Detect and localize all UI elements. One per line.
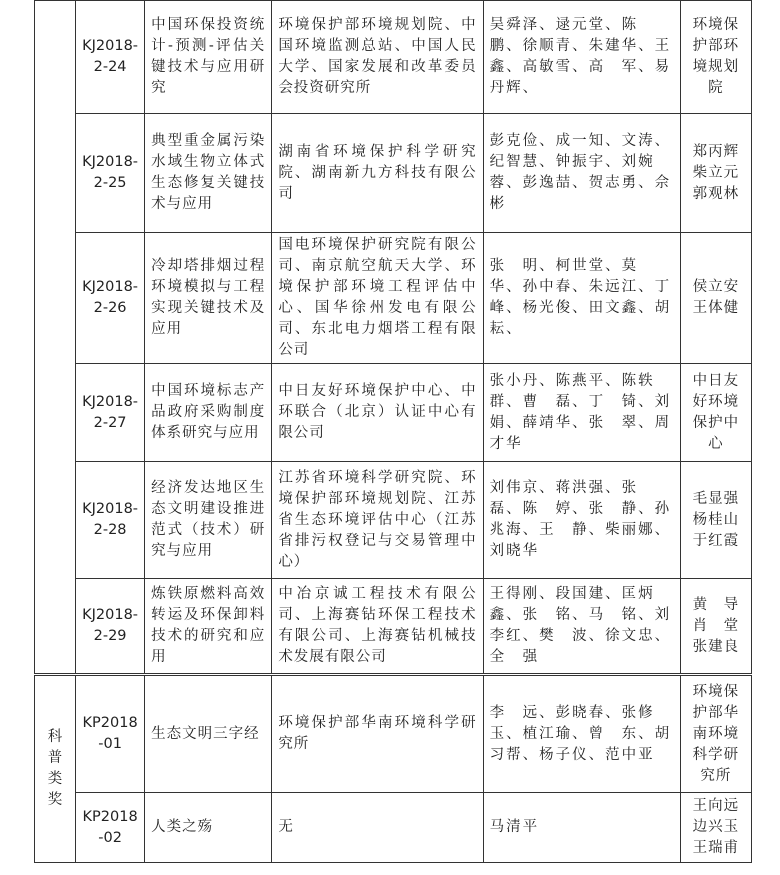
table-row [35,579,752,675]
completing-units: 中冶京诚工程技术有限公司、上海赛钻环保工程技术有限公司、上海赛钻机械技术发展有限公司 [272,579,483,675]
recommender: 毛显强杨桂山于红霞 [680,462,751,579]
project-name: 冷却塔排烟过程环境模拟与工程实现关键技术及应用 [145,233,272,364]
project-name: 中国环境标志产品政府采购制度体系研究与应用 [145,364,272,462]
completing-units: 湖南省环境保护科学研究院、湖南新九方科技有限公司 [272,114,483,233]
recommender: 侯立安王体健 [680,233,751,364]
project-code: KJ2018-2-27 [76,364,145,462]
project-name: 典型重金属污染水域生物立体式生态修复关键技术与应用 [145,114,272,233]
recommender: 环境保护部华南环境科学研究所 [680,675,751,793]
recommender: 王向远边兴玉王瑞甫 [680,793,751,863]
project-name: 经济发达地区生态文明建设推进范式（技术）研究与应用 [145,462,272,579]
category-cell [35,1,76,675]
category-label: 科普类奖 [47,729,63,808]
completing-people: 马清平 [483,793,680,863]
table-row [35,675,752,793]
project-code: KJ2018-2-24 [76,1,145,114]
completing-people: 吴舜泽、逯元堂、陈 鹏、徐顺青、朱建华、王 鑫、高敏雪、高 军、易丹辉、 [483,1,680,114]
table-row [35,1,752,114]
recommender: 郑丙辉柴立元郭观林 [680,114,751,233]
completing-units: 中日友好环境保护中心、中环联合（北京）认证中心有限公司 [272,364,483,462]
project-name: 人类之殇 [145,793,272,863]
project-name: 炼铁原燃料高效转运及环保卸料技术的研究和应用 [145,579,272,675]
project-name: 中国环保投资统计-预测-评估关键技术与应用研究 [145,1,272,114]
completing-units: 环境保护部华南环境科学研究所 [272,675,483,793]
completing-people: 张 明、柯世堂、莫 华、孙中春、朱远江、丁 峰、杨光俊、田文鑫、胡 耘、 [483,233,680,364]
project-code: KJ2018-2-26 [76,233,145,364]
completing-people: 王得刚、段国建、匡炳鑫、张 铭、马 铭、刘李红、樊 波、徐文忠、全 强 [483,579,680,675]
recommender: 环境保护部环境规划院 [680,1,751,114]
completing-units: 环境保护部环境规划院、中国环境监测总站、中国人民大学、国家发展和改革委员会投资研究所 [272,1,483,114]
project-name: 生态文明三字经 [145,675,272,793]
completing-people: 张小丹、陈燕平、陈轶群、曹 磊、丁 锜、刘 娟、薛靖华、张 翠、周才华 [483,364,680,462]
project-code: KJ2018-2-25 [76,114,145,233]
recommender: 黄 导肖 堂张建良 [680,579,751,675]
table-row [35,114,752,233]
awards-table [34,0,752,863]
completing-units: 国电环境保护研究院有限公司、南京航空航天大学、环境保护部环境工程评估中心、国华徐州发电有限公司、东北电力烟塔工程有限公司 [272,233,483,364]
project-code: KP2018-02 [76,793,145,863]
project-code: KJ2018-2-28 [76,462,145,579]
completing-people: 刘伟京、蒋洪强、张 磊、陈 婷、张 静、孙兆海、王 静、柴丽娜、刘晓华 [483,462,680,579]
completing-people: 李 远、彭晓春、张修玉、植江瑜、曾 东、胡习帮、杨子仪、范中亚 [483,675,680,793]
completing-units: 江苏省环境科学研究院、环境保护部环境规划院、江苏省生态环境评估中心（江苏省排污权登记与交易管理中心） [272,462,483,579]
table-row [35,364,752,462]
completing-people: 彭克俭、成一知、文涛、纪智慧、钟振宇、刘婉蓉、彭逸喆、贺志勇、佘 彬 [483,114,680,233]
table-row [35,793,752,863]
table-row [35,462,752,579]
project-code: KJ2018-2-29 [76,579,145,675]
project-code: KP2018-01 [76,675,145,793]
table-row [35,233,752,364]
recommender: 中日友好环境保护中心 [680,364,751,462]
category-cell [35,675,76,863]
completing-units: 无 [272,793,483,863]
